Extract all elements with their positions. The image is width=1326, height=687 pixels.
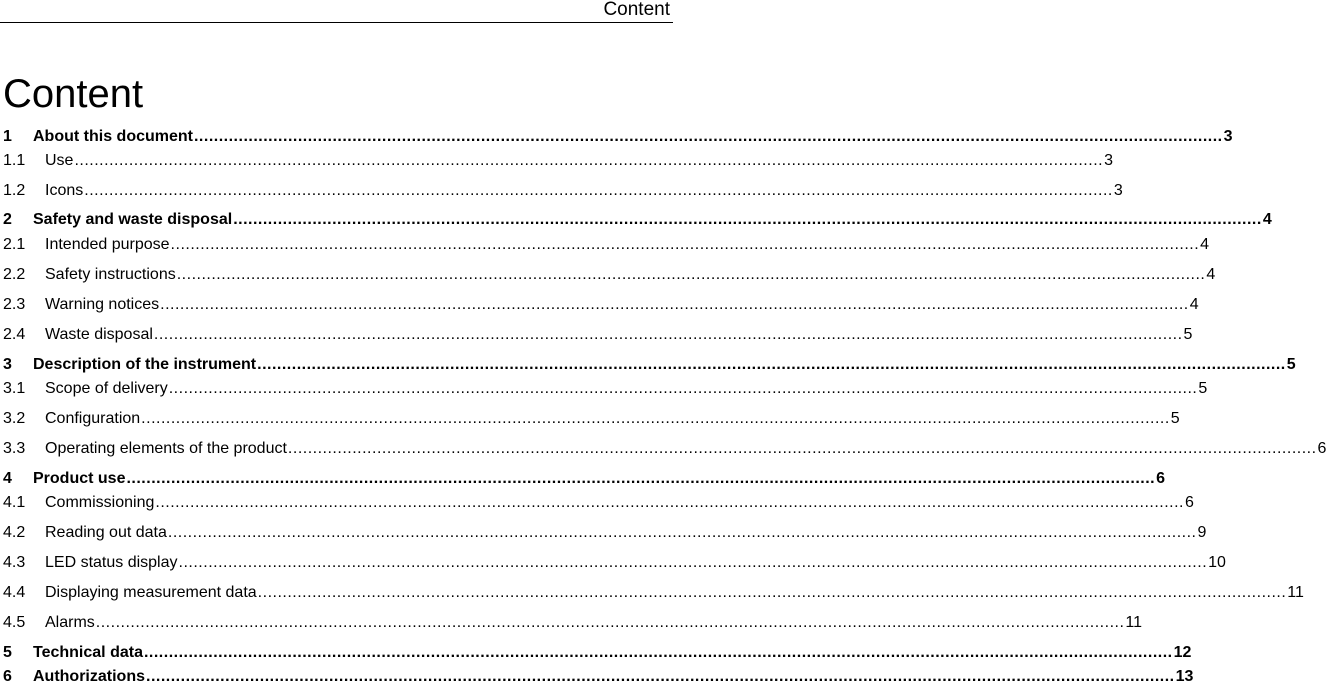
toc-number: 1 bbox=[3, 128, 12, 145]
toc-number: 4.3 bbox=[3, 554, 26, 571]
toc-leader-dots: ................................................................................................................................................................................................................ bbox=[178, 554, 1208, 571]
toc-number: 6 bbox=[3, 668, 12, 685]
toc-entry-2-4[interactable] bbox=[3, 325, 1193, 345]
toc-page-number: 10 bbox=[1208, 554, 1226, 571]
toc-leader-dots: ................................................................................................................................................................................................................ bbox=[287, 440, 1317, 457]
toc-title: Reading out data bbox=[45, 524, 167, 541]
toc-page-number: 12 bbox=[1173, 644, 1192, 661]
toc-number: 2.4 bbox=[3, 326, 26, 343]
toc-leader-dots: ................................................................................................................................................................................................................ bbox=[74, 152, 1104, 169]
toc-title: Configuration bbox=[45, 410, 141, 427]
toc-leader-dots: ................................................................................................................................................................................................................ bbox=[176, 266, 1206, 283]
toc-entry-3[interactable] bbox=[3, 355, 1296, 375]
toc-entry-2-1[interactable] bbox=[3, 235, 1210, 255]
page-title: Content bbox=[3, 72, 144, 116]
toc-page-number: 6 bbox=[1156, 470, 1165, 487]
toc-page-number: 5 bbox=[1286, 356, 1296, 373]
toc-entry-3-3[interactable] bbox=[3, 439, 1326, 459]
toc-number: 2 bbox=[3, 211, 12, 228]
toc-entry-4-3[interactable] bbox=[3, 553, 1226, 573]
toc-title: Waste disposal bbox=[45, 326, 153, 343]
toc-title: Commissioning bbox=[45, 494, 155, 511]
toc-title: Operating elements of the product bbox=[45, 440, 287, 457]
toc-entry-1[interactable] bbox=[3, 127, 1233, 147]
toc-number: 2.2 bbox=[3, 266, 26, 283]
toc-entry-2[interactable] bbox=[3, 210, 1272, 230]
toc-entry-4-2[interactable] bbox=[3, 523, 1207, 543]
toc-entry-4-4[interactable] bbox=[3, 583, 1304, 603]
toc-entry-2-3[interactable] bbox=[3, 295, 1199, 315]
toc-entry-3-2[interactable] bbox=[3, 409, 1180, 429]
toc-number: 4 bbox=[3, 470, 12, 487]
toc-number: 4.4 bbox=[3, 584, 26, 601]
toc-leader-dots: ................................................................................................................................................................................................................ bbox=[126, 470, 1156, 487]
toc-title: Alarms bbox=[45, 614, 95, 631]
toc-number: 3 bbox=[3, 356, 12, 373]
toc-number: 1.1 bbox=[3, 152, 26, 169]
toc-number: 4.2 bbox=[3, 524, 26, 541]
toc-entry-2-2[interactable] bbox=[3, 265, 1216, 285]
toc-page-number: 9 bbox=[1197, 524, 1207, 541]
toc-number: 2.1 bbox=[3, 236, 26, 253]
toc-leader-dots: ................................................................................................................................................................................................................ bbox=[168, 380, 1198, 397]
toc-page-number: 13 bbox=[1175, 668, 1194, 685]
toc-title: Displaying measurement data bbox=[45, 584, 257, 601]
toc-title: Description of the instrument bbox=[33, 356, 257, 373]
toc-leader-dots: ................................................................................................................................................................................................................ bbox=[155, 494, 1184, 511]
toc-number: 4.5 bbox=[3, 614, 26, 631]
toc-leader-dots: ................................................................................................................................................................................................................ bbox=[95, 614, 1125, 631]
toc-entry-6[interactable] bbox=[3, 667, 1194, 687]
toc-title: Safety and waste disposal bbox=[33, 211, 233, 228]
toc-leader-dots: ................................................................................................................................................................................................................ bbox=[141, 410, 1170, 427]
toc-number: 4.1 bbox=[3, 494, 26, 511]
toc-page-number: 4 bbox=[1262, 211, 1272, 228]
toc-number: 5 bbox=[3, 644, 12, 661]
toc-entry-5[interactable] bbox=[3, 643, 1192, 663]
toc-page-number: 11 bbox=[1125, 614, 1143, 631]
toc-leader-dots: ................................................................................................................................................................................................................ bbox=[160, 296, 1189, 313]
toc-page-number: 4 bbox=[1200, 236, 1210, 253]
toc-leader-dots: ................................................................................................................................................................................................................ bbox=[193, 128, 1223, 145]
toc-title: Authorizations bbox=[33, 668, 145, 685]
toc-leader-dots: ................................................................................................................................................................................................................ bbox=[153, 326, 1183, 343]
toc-leader-dots: ................................................................................................................................................................................................................ bbox=[146, 668, 1175, 685]
toc-leader-dots: ................................................................................................................................................................................................................ bbox=[167, 524, 1197, 541]
toc-title: Warning notices bbox=[45, 296, 160, 313]
toc-page-number: 4 bbox=[1206, 266, 1216, 283]
toc-leader-dots: ................................................................................................................................................................................................................ bbox=[84, 182, 1113, 199]
header-rule bbox=[0, 22, 673, 23]
toc-number: 3.1 bbox=[3, 380, 26, 397]
toc-page-number: 3 bbox=[1223, 128, 1233, 145]
toc-title: Intended purpose bbox=[45, 236, 170, 253]
toc-title: Technical data bbox=[33, 644, 143, 661]
toc-title: Icons bbox=[45, 182, 84, 199]
toc-title: Safety instructions bbox=[45, 266, 176, 283]
toc-leader-dots: ................................................................................................................................................................................................................ bbox=[257, 356, 1286, 373]
toc-page-number: 6 bbox=[1317, 440, 1326, 457]
toc-title: Product use bbox=[33, 470, 126, 487]
toc-number: 3.2 bbox=[3, 410, 26, 427]
toc-entry-3-1[interactable] bbox=[3, 379, 1208, 399]
toc-leader-dots: ................................................................................................................................................................................................................ bbox=[170, 236, 1200, 253]
toc-page-number: 5 bbox=[1183, 326, 1193, 343]
toc-page-number: 6 bbox=[1185, 494, 1194, 511]
toc-number: 2.3 bbox=[3, 296, 26, 313]
toc-number: 1.2 bbox=[3, 182, 26, 199]
toc-number: 3.3 bbox=[3, 440, 26, 457]
toc-title: Use bbox=[45, 152, 74, 169]
toc-title: About this document bbox=[33, 128, 193, 145]
toc-leader-dots: ................................................................................................................................................................................................................ bbox=[257, 584, 1287, 601]
toc-entry-4-5[interactable] bbox=[3, 613, 1143, 633]
toc-page-number: 5 bbox=[1170, 410, 1180, 427]
toc-entry-1-2[interactable] bbox=[3, 181, 1123, 201]
toc-title: LED status display bbox=[45, 554, 178, 571]
toc-page-number: 3 bbox=[1113, 182, 1123, 199]
toc-leader-dots: ................................................................................................................................................................................................................ bbox=[143, 644, 1173, 661]
toc-page-number: 3 bbox=[1104, 152, 1113, 169]
toc-leader-dots: ................................................................................................................................................................................................................ bbox=[233, 211, 1262, 228]
toc-page-number: 11 bbox=[1287, 584, 1304, 601]
toc-entry-1-1[interactable] bbox=[3, 151, 1113, 171]
toc-page-number: 5 bbox=[1198, 380, 1208, 397]
running-header: Content bbox=[603, 0, 670, 20]
toc-entry-4[interactable] bbox=[3, 469, 1165, 489]
toc-page-number: 4 bbox=[1189, 296, 1199, 313]
toc-title: Scope of delivery bbox=[45, 380, 168, 397]
toc-entry-4-1[interactable] bbox=[3, 493, 1194, 513]
